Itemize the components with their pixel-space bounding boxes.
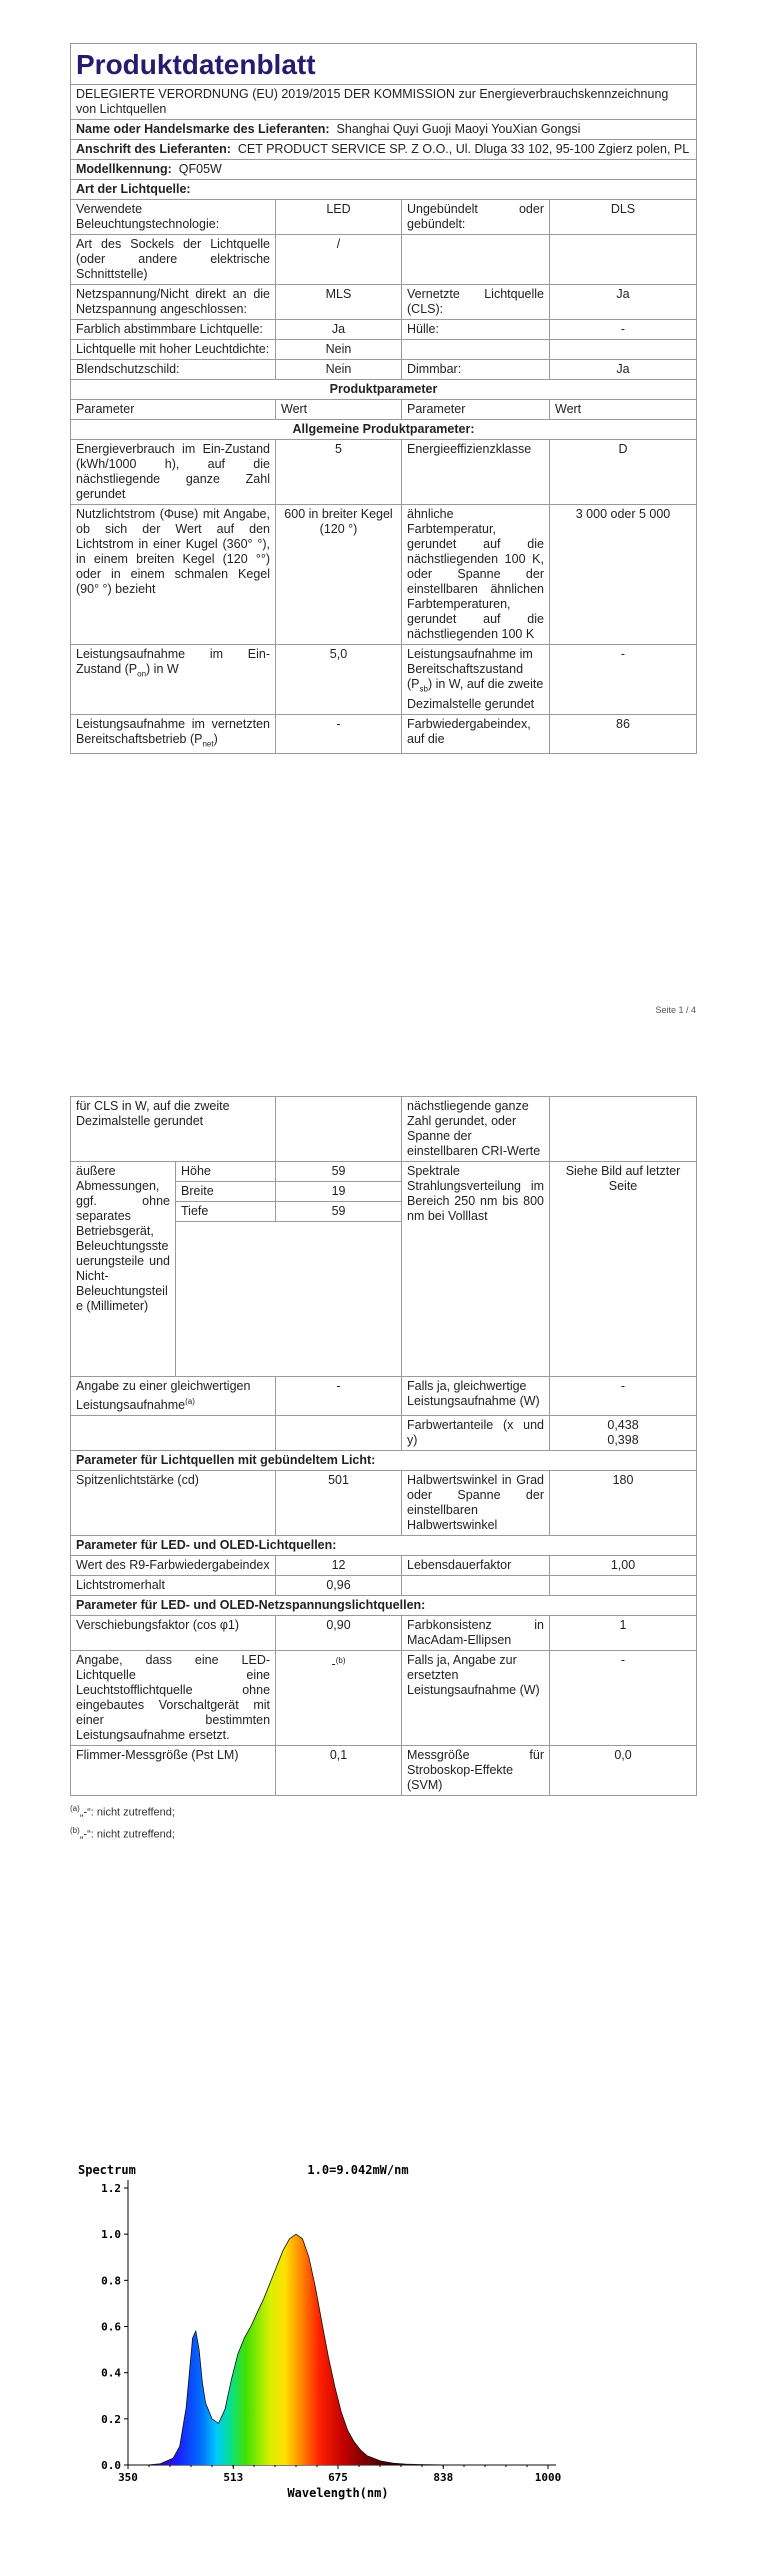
param-label: Halbwertswinkel in Grad oder Spanne der einstellbaren Halbwertswinkel	[402, 1471, 550, 1536]
datasheet-table-page-1	[70, 43, 697, 754]
light-type-value: LED	[276, 200, 402, 235]
mains-header: Parameter für LED- und OLED-Netzspannungslichtquellen:	[71, 1596, 697, 1616]
model-label: Modellkennung:	[76, 162, 172, 176]
spectral-distribution-value: Siehe Bild auf letzter Seite	[550, 1162, 697, 1377]
y-tick-label: 0.4	[101, 2366, 121, 2380]
x-tick-label: 350	[118, 2471, 138, 2484]
network-standby-label: Leistungsaufnahme im vernetzten Bereitschaftsbetrieb $(P_{net})$	[71, 714, 276, 754]
retrofit-ifyes-label: Falls ja, Angabe zur ersetzten Leistungsaufnahme (W)	[402, 1651, 550, 1746]
param-value: 501	[276, 1471, 402, 1536]
y-tick-label: 0.6	[101, 2320, 121, 2334]
param-value: 600 in breiter Kegel (120 °)	[276, 505, 402, 645]
footnote-b: $^{(b)}$„-“: nicht zutreffend;	[70, 1825, 175, 1841]
param-label: Lichtstromerhalt	[71, 1576, 276, 1596]
cri-label-cont: nächstliegende ganze Zahl gerundet, oder Spanne der einstellbaren CRI-Werte	[402, 1097, 550, 1162]
chromaticity-value	[550, 1416, 697, 1451]
cri-label: Farbwiedergabeindex, auf die	[402, 714, 550, 754]
datasheet-table-page-2	[70, 1096, 697, 1796]
dim-value: 59	[276, 1162, 402, 1182]
light-type-value: MLS	[276, 285, 402, 320]
supplier-name-row	[71, 120, 697, 140]
col-header-value: Wert	[276, 400, 402, 420]
param-label: Messgröße für Stroboskop-Effekte (SVM)	[402, 1746, 550, 1796]
param-label: Verschiebungsfaktor (cos φ1)	[71, 1616, 276, 1651]
x-tick-label: 1000	[534, 2471, 562, 2484]
light-type-value	[550, 340, 697, 360]
light-type-value: Nein	[276, 360, 402, 380]
chart-annotation: 1.0=9.042mW/nm	[307, 2163, 409, 2177]
cri-value: 86	[550, 714, 697, 754]
light-type-value: -	[550, 320, 697, 340]
model-id: QF05W	[178, 162, 222, 176]
standby-power-value: -	[550, 645, 697, 715]
param-value: 0,90	[276, 1616, 402, 1651]
param-label: ähnliche Farbtemperatur, gerundet auf die nächstliegenden 100 K, oder Spanne der einstellbaren ähnlichen Farbtemperaturen, gerundet auf die nächstliegenden 100 K	[402, 505, 550, 645]
x-tick-label: 838	[433, 2471, 454, 2484]
table-row	[71, 235, 697, 285]
col-header-param: Parameter	[402, 400, 550, 420]
spectrum-area	[128, 2234, 548, 2465]
equivalent-power-ifyes-label: Falls ja, gleichwertige Leistungsaufnahme (W)	[402, 1377, 550, 1416]
y-tick-label: 1.2	[101, 2182, 121, 2195]
dim-name: Breite	[176, 1182, 276, 1202]
y-tick-label: 0.0	[101, 2459, 121, 2472]
equivalent-power-value: -	[276, 1377, 402, 1416]
table-row	[71, 505, 697, 645]
x-axis-label: Wavelength(nm)	[287, 2486, 389, 2500]
y-tick-label: 0.8	[101, 2274, 121, 2288]
light-type-label: Lichtquelle mit hoher Leuchtdichte:	[71, 340, 276, 360]
supplier-address-row	[71, 140, 697, 160]
on-power-label: Leistungsaufnahme im Ein-Zustand $(P_{on})$ in W	[71, 645, 276, 715]
supplier-address-label: Anschrift des Lieferanten:	[76, 142, 231, 156]
table-row	[71, 1576, 697, 1596]
network-standby-value: -	[276, 714, 402, 754]
network-standby-label-cont: für CLS in W, auf die zweite Dezimalstelle gerundet	[71, 1097, 276, 1162]
chromaticity-y: 0,398	[607, 1433, 639, 1448]
datasheet-page-1	[70, 43, 696, 1015]
param-label: Wert des R9-Farbwiedergabeindex	[71, 1556, 276, 1576]
light-type-label: Blendschutzschild:	[71, 360, 276, 380]
param-value: 0,1	[276, 1746, 402, 1796]
chromaticity-x: 0,438	[607, 1418, 639, 1433]
table-row	[71, 1471, 697, 1536]
supplier-name: Shanghai Quyi Guoji Maoyi YouXian Gongsi	[336, 122, 581, 136]
param-value: 3 000 oder 5 000	[550, 505, 697, 645]
param-label: Energieeffizienzklasse	[402, 440, 550, 505]
light-type-label: Verwendete Beleuchtungstechnologie:	[71, 200, 276, 235]
light-type-label	[402, 235, 550, 285]
led-header: Parameter für LED- und OLED-Lichtquellen:	[71, 1536, 697, 1556]
y-tick-label: 0.2	[101, 2412, 121, 2426]
equivalent-power-label: Angabe zu einer gleichwertigen Leistungsaufnahme$^{(a)}$	[71, 1377, 276, 1416]
light-type-value	[550, 235, 697, 285]
chromaticity-label: Farbwertanteile (x und y)	[402, 1416, 550, 1451]
light-type-label: Vernetzte Lichtquelle (CLS):	[402, 285, 550, 320]
param-value: D	[550, 440, 697, 505]
x-tick-label: 675	[328, 2471, 348, 2484]
retrofit-ifyes-value: -	[550, 1651, 697, 1746]
dim-value: 19	[276, 1182, 402, 1202]
param-label: Farbkonsistenz in MacAdam-Ellipsen	[402, 1616, 550, 1651]
light-type-label: Ungebündelt oder gebündelt:	[402, 200, 550, 235]
general-params-header: Allgemeine Produktparameter:	[71, 420, 697, 440]
param-value: 0,0	[550, 1746, 697, 1796]
param-label	[402, 1576, 550, 1596]
model-row	[71, 160, 697, 180]
chart-title: Spectrum	[78, 2163, 136, 2177]
param-value: 1	[550, 1616, 697, 1651]
param-value: 1,00	[550, 1556, 697, 1576]
page-title: Produktdatenblatt	[71, 44, 697, 85]
supplier-name-label: Name oder Handelsmarke des Lieferanten:	[76, 122, 330, 136]
table-row	[71, 1746, 697, 1796]
directional-header: Parameter für Lichtquellen mit gebündeltem Licht:	[71, 1451, 697, 1471]
table-row	[71, 360, 697, 380]
light-type-label: Dimmbar:	[402, 360, 550, 380]
spectrum-chart	[78, 2160, 578, 2505]
dim-name: Tiefe	[176, 1202, 276, 1222]
light-type-label: Art des Sockels der Lichtquelle (oder andere elektrische Schnittstelle)	[71, 235, 276, 285]
table-row	[71, 340, 697, 360]
col-header-param: Parameter	[71, 400, 276, 420]
param-label: Lebensdauerfaktor	[402, 1556, 550, 1576]
retrofit-value: -$^{(b)}$	[276, 1651, 402, 1746]
on-power-value: 5,0	[276, 645, 402, 715]
param-value	[550, 1576, 697, 1596]
y-tick-label: 1.0	[101, 2228, 121, 2242]
light-type-value: Ja	[550, 360, 697, 380]
table-row	[71, 440, 697, 505]
datasheet-page-2	[70, 1096, 696, 1841]
standby-power-label: Leistungsaufnahme im Bereitschaftszustand $(P_{sb})$ in W, auf die zweite Dezimalstelle gerundet	[402, 645, 550, 715]
equivalent-power-ifyes-value: -	[550, 1377, 697, 1416]
light-type-label: Netzspannung/Nicht direkt an die Netzspannung angeschlossen:	[71, 285, 276, 320]
light-type-value: Ja	[550, 285, 697, 320]
table-row	[71, 200, 697, 235]
light-type-label: Farblich abstimmbare Lichtquelle:	[71, 320, 276, 340]
light-type-value: /	[276, 235, 402, 285]
footnote-a: $^{(a)}$„-“: nicht zutreffend;	[70, 1804, 175, 1819]
table-row	[71, 285, 697, 320]
param-label: Spitzenlichtstärke (cd)	[71, 1471, 276, 1536]
param-label: Energieverbrauch im Ein-Zustand (kWh/1000 h), auf die nächstliegende ganze Zahl gerundet	[71, 440, 276, 505]
dim-value: 59	[276, 1202, 402, 1222]
param-label: Nutzlichtstrom (Φuse) mit Angabe, ob sich der Wert auf den Lichtstrom in einer Kugel (360° °), in einem breiten Kegel (120 °°) oder in einem schmalen Kegel (90° °) bezieht	[71, 505, 276, 645]
table-row	[71, 320, 697, 340]
spectral-distribution-label: Spektrale Strahlungsverteilung im Bereich 250 nm bis 800 nm bei Volllast	[402, 1162, 550, 1377]
regulation-text: DELEGIERTE VERORDNUNG (EU) 2019/2015 DER KOMMISSION zur Energieverbrauchskennzeichnung von Lichtquellen	[71, 85, 697, 120]
param-label: Flimmer-Messgröße (Pst LM)	[71, 1746, 276, 1796]
type-header: Art der Lichtquelle:	[71, 180, 697, 200]
table-row	[71, 1556, 697, 1576]
x-tick-label: 513	[223, 2471, 244, 2484]
supplier-address: CET PRODUCT SERVICE SP. Z O.O., Ul. Dluga 33 102, 95-100 Zgierz polen, PL	[237, 142, 690, 156]
light-type-label: Hülle:	[402, 320, 550, 340]
col-header-value: Wert	[550, 400, 697, 420]
param-value: 12	[276, 1556, 402, 1576]
product-params-header: Produktparameter	[71, 380, 697, 400]
dim-name: Höhe	[176, 1162, 276, 1182]
light-type-value: Ja	[276, 320, 402, 340]
light-type-label	[402, 340, 550, 360]
table-row	[71, 1616, 697, 1651]
dimensions-label: äußere Abmessungen, ggf. ohne separates Betriebsgerät, Beleuchtungssteuerungsteile und Nicht-Beleuchtungsteile (Millimeter)	[71, 1162, 176, 1377]
page-number: Seite 1 / 4	[655, 1005, 696, 1015]
light-type-value: Nein	[276, 340, 402, 360]
param-value: 5	[276, 440, 402, 505]
retrofit-label: Angabe, dass eine LED-Lichtquelle eine Leuchtstofflichtquelle ohne eingebautes Vorschaltgerät mit einer bestimmten Leistungsaufnahme ersetzt.	[71, 1651, 276, 1746]
param-value: 0,96	[276, 1576, 402, 1596]
param-value: 180	[550, 1471, 697, 1536]
light-type-value: DLS	[550, 200, 697, 235]
